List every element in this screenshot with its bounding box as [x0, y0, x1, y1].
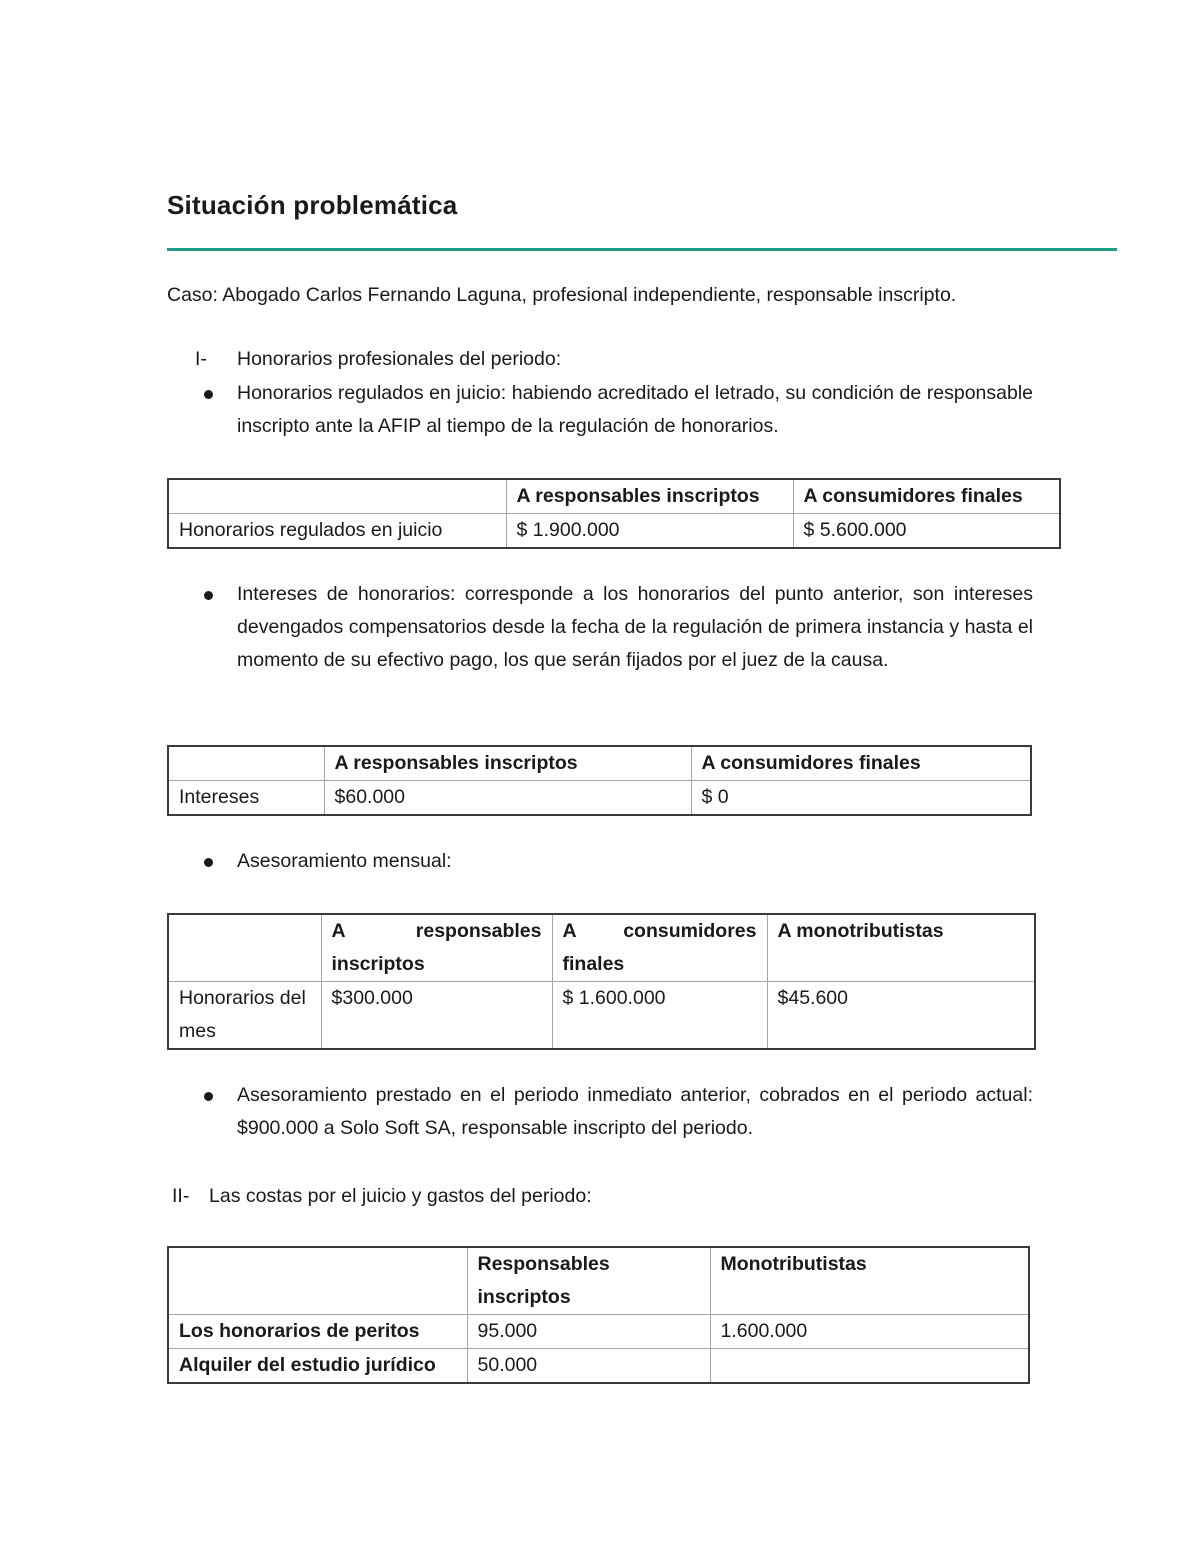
table-honorarios-regulados — [167, 478, 1061, 549]
table-header-row — [168, 914, 1035, 982]
table-cell — [710, 1349, 1029, 1384]
table-costas-gastos — [167, 1246, 1030, 1384]
table-row — [168, 1315, 1029, 1349]
bullet-dot-icon — [204, 591, 213, 600]
table-cell: Los honorarios de peritos — [168, 1315, 467, 1349]
table-cell: Alquiler del estudio jurídico — [168, 1349, 467, 1384]
page-title: Situación problemática — [167, 190, 458, 220]
table-header-cell: Monotributistas — [710, 1247, 1029, 1315]
table-header-cell — [168, 746, 324, 781]
table-cell: $ 5.600.000 — [793, 514, 1060, 549]
table-cell: 1.600.000 — [710, 1315, 1029, 1349]
table-intereses — [167, 745, 1032, 816]
bullet-dot-icon — [204, 390, 213, 399]
table-header-cell: A responsables inscriptos — [324, 746, 691, 781]
case-description: Caso: Abogado Carlos Fernando Laguna, profesional independiente, responsable inscripto. — [167, 284, 957, 306]
table-cell: $ 1.600.000 — [552, 982, 767, 1050]
table-cell: Intereses — [168, 781, 324, 816]
table-header-cell: A monotributistas — [767, 914, 1035, 982]
table-header-cell: A responsables inscriptos — [321, 914, 552, 982]
table-header-cell — [168, 479, 506, 514]
table-cell: Honorarios regulados en juicio — [168, 514, 506, 549]
table-cell: Honorarios del mes — [168, 982, 321, 1050]
table-header-cell: Responsables inscriptos — [467, 1247, 710, 1315]
bullet-dot-icon — [204, 1092, 213, 1101]
table-header-cell: A consumidores finales — [691, 746, 1031, 781]
table-header-row — [168, 746, 1031, 781]
bullet-text-4: Asesoramiento prestado en el periodo inmediato anterior, cobrados en el periodo actual: $900.000 a Solo Soft SA, responsable inscripto del periodo. — [237, 1084, 1033, 1139]
table-cell: $45.600 — [767, 982, 1035, 1050]
table-cell: $300.000 — [321, 982, 552, 1050]
table-cell: $60.000 — [324, 781, 691, 816]
bullet-text-2: Intereses de honorarios: corresponde a los honorarios del punto anterior, son intereses devengados compensatorios desde la fecha de la regulación de primera instancia y hasta el momento de su efectivo pago, los que serán fijados por el juez de la causa. — [237, 583, 1033, 671]
title-underline — [167, 248, 1117, 251]
bullet-text-1: Honorarios regulados en juicio: habiendo acreditado el letrado, su condición de responsable inscripto ante la AFIP al tiempo de la regulación de honorarios. — [237, 382, 1033, 437]
section-1-text: Honorarios profesionales del periodo: — [237, 348, 562, 370]
table-header-cell: A responsables inscriptos — [506, 479, 793, 514]
bullet-dot-icon — [204, 858, 213, 867]
table-row — [168, 514, 1060, 549]
section-1-number: I- — [195, 348, 207, 370]
table-header-cell — [168, 914, 321, 982]
table-header-cell — [168, 1247, 467, 1315]
table-asesoramiento-mensual — [167, 913, 1036, 1050]
table-cell: 50.000 — [467, 1349, 710, 1384]
table-header-row — [168, 479, 1060, 514]
table-cell: 95.000 — [467, 1315, 710, 1349]
bullet-text-3: Asesoramiento mensual: — [237, 850, 452, 872]
table-header-cell: A consumidores finales — [552, 914, 767, 982]
table-row — [168, 1349, 1029, 1384]
section-2-number: II- — [172, 1185, 190, 1207]
table-row — [168, 781, 1031, 816]
table-row — [168, 982, 1035, 1050]
table-cell: $ 0 — [691, 781, 1031, 816]
table-cell: $ 1.900.000 — [506, 514, 793, 549]
table-header-row — [168, 1247, 1029, 1315]
section-2-text: Las costas por el juicio y gastos del periodo: — [209, 1185, 592, 1207]
table-header-cell: A consumidores finales — [793, 479, 1060, 514]
